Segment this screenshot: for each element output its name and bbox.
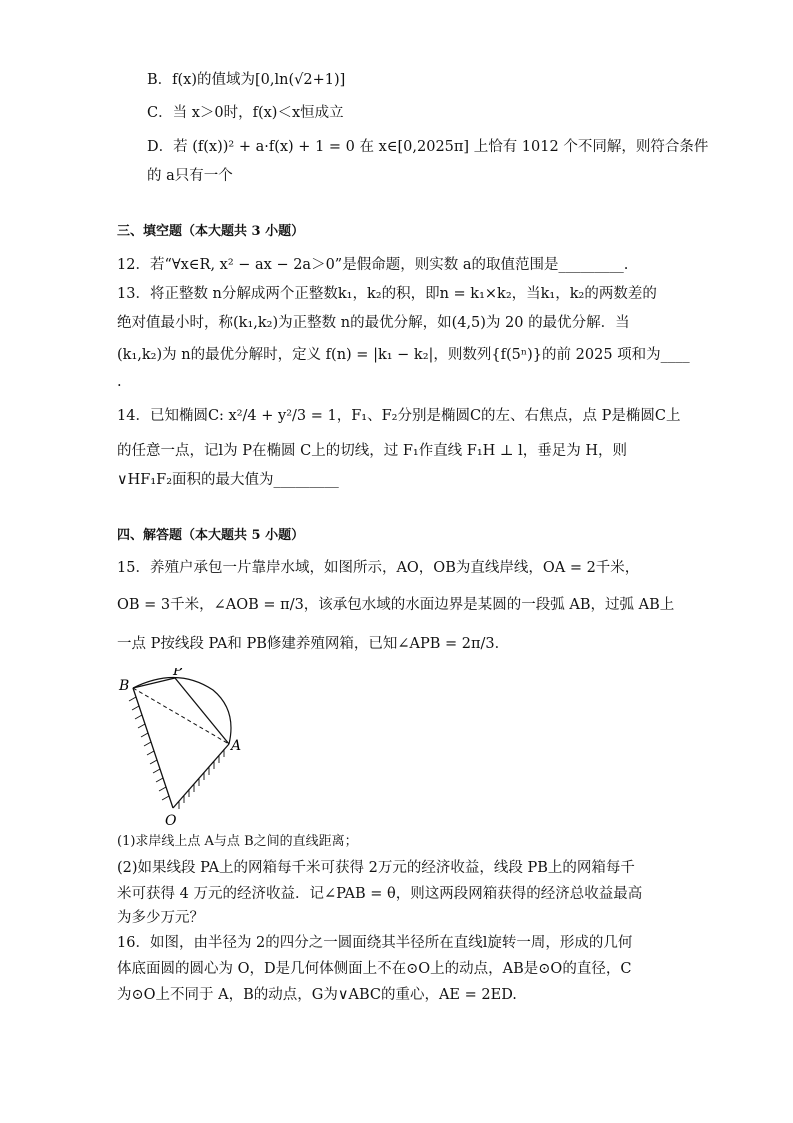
q15-line3: 一点 P按线段 PA和 PB修建养殖网箱，已知∠APB = 2π/3． xyxy=(117,636,510,652)
q13-line3: (k₁,k₂)为 n的最优分解时，定义 f(n) = |k₁ − k₂|，则数列{f(5ⁿ)}的前 2025 项和为____ xyxy=(117,347,690,363)
section3-title: 三、填空题（本大题共 3 小题） xyxy=(117,224,305,239)
q15-line1: 15．养殖户承包一片靠岸水域，如图所示，AO，OB为直线岸线，OA = 2千米， xyxy=(117,560,640,576)
q16-line3: 为⊙O上不同于 A，B的动点，G为∨ABC的重心，AE = 2ED. xyxy=(117,987,517,1003)
hatch-ob xyxy=(129,697,169,800)
q13-line4: . xyxy=(117,374,122,390)
q15-figure xyxy=(117,668,247,828)
q15-sub1: (1)求岸线上点 A与点 B之间的直线距离； xyxy=(117,834,358,849)
q15-sub2-line1: (2)如果线段 PA上的网箱每千米可获得 2万元的经济收益，线段 PB上的网箱每千 xyxy=(117,860,635,876)
q13-line1: 13．将正整数 n分解成两个正整数k₁，k₂的积，即n = k₁×k₂，当k₁，k₂的两数差的 xyxy=(117,286,657,302)
label-p: P xyxy=(173,668,183,679)
q15-sub2-line3: 为多少万元？ xyxy=(117,910,204,926)
option-c: C．当 x＞0时，f(x)＜x恒成立 xyxy=(147,105,344,121)
q14-line1: 14．已知椭圆C: x²/4 + y²/3 = 1，F₁、F₂分别是椭圆C的左、右焦点，点 P是椭圆C上 xyxy=(117,408,681,424)
q13-line2: 绝对值最小时，称(k₁,k₂)为正整数 n的最优分解，如(4,5)为 20 的最优分解．当 xyxy=(117,315,630,331)
section4-title: 四、解答题（本大题共 5 小题） xyxy=(117,528,305,543)
q16-line1: 16．如图，由半径为 2的四分之一圆面绕其半径所在直线l旋转一周，形成的几何 xyxy=(117,935,633,951)
q14-line2: 的任意一点，记l为 P在椭圆 C上的切线，过 F₁作直线 F₁H ⊥ l，垂足为 H，则 xyxy=(117,443,628,459)
q16-line2: 体底面圆的圆心为 O，D是几何体侧面上不在⊙O上的动点，AB是⊙O的直径，C xyxy=(117,961,632,977)
label-b: B xyxy=(119,678,130,694)
label-o: O xyxy=(165,813,177,828)
option-b: B．f(x)的值域为[0,ln(√2+1)] xyxy=(147,72,346,88)
q14-line3: ∨HF₁F₂面积的最大值为_________ xyxy=(117,472,339,488)
q12-text: 12．若“∀x∈R, x² − ax − 2a＞0”是假命题，则实数 a的取值范围是_________. xyxy=(117,257,629,273)
segment-ba-dashed xyxy=(133,688,229,744)
q15-sub2-line2: 米可获得 4 万元的经济收益．记∠PAB = θ，则这两段网箱获得的经济总收益最高 xyxy=(117,886,643,902)
q15-line2: OB = 3千米，∠AOB = π/3，该承包水域的水面边界是某圆的一段弧 AB，过弧 AB上 xyxy=(117,597,675,613)
segment-pa xyxy=(175,678,229,744)
label-a: A xyxy=(231,738,242,754)
option-d-line2: 的 a只有一个 xyxy=(147,168,233,184)
shore-oa xyxy=(173,744,229,808)
figure-svg xyxy=(117,668,247,828)
option-d-line1: D．若 (f(x))² + a·f(x) + 1 = 0 在 x∈[0,2025π] 上恰有 1012 个不同解，则符合条件 xyxy=(147,139,709,155)
